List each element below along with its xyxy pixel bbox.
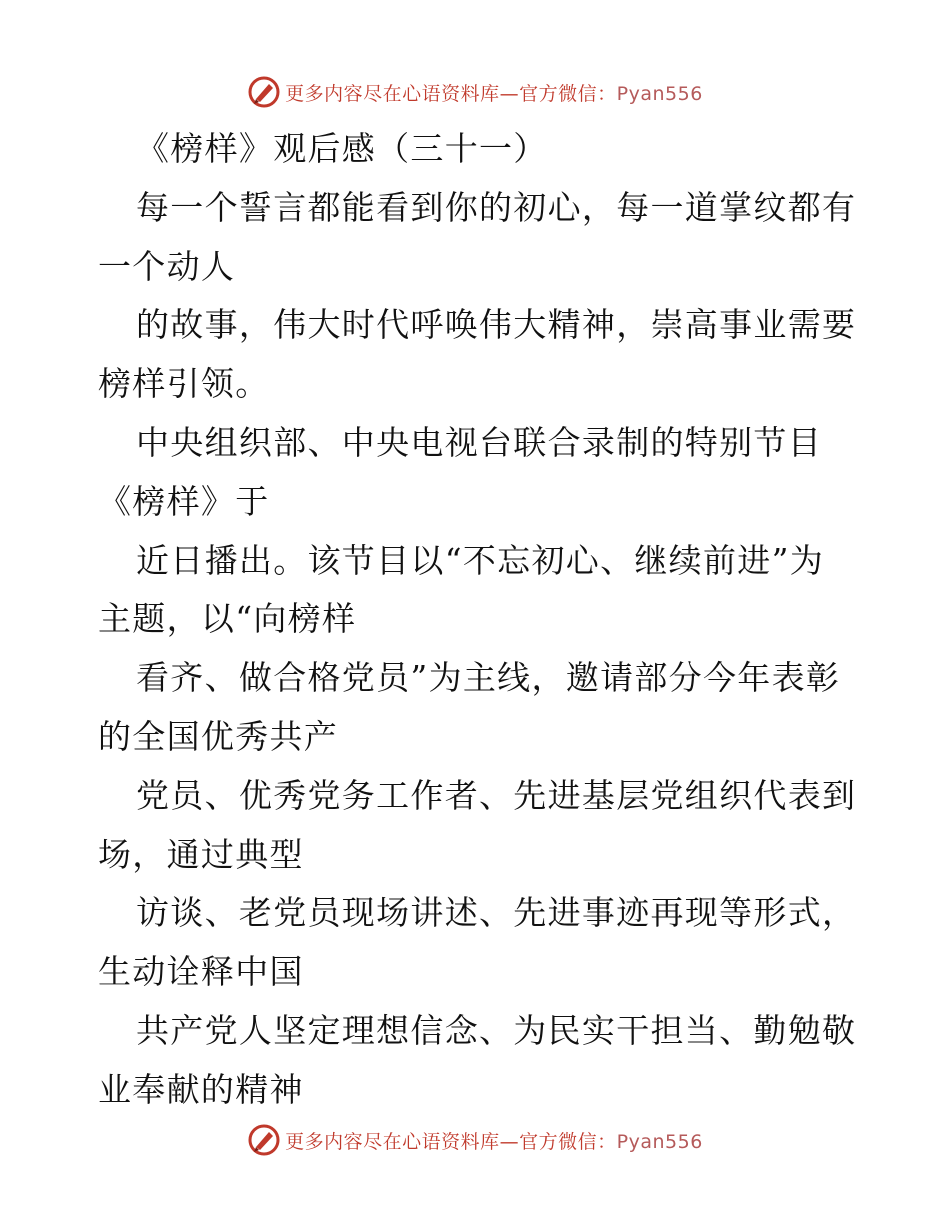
wechat-id: Pyan556 [616, 82, 703, 105]
pen-logo-icon [247, 1123, 281, 1157]
paragraph-line: 看齐、做合格党员”为主线，邀请部分今年表彰 [136, 658, 841, 698]
paragraph-line: 场，通过典型 [98, 834, 304, 874]
paragraph-line: 的故事，伟大时代呼唤伟大精神，崇高事业需要 [136, 305, 857, 345]
banner-text [285, 1127, 703, 1154]
paragraph-line: 近日播出。该节目以“不忘初心、继续前进”为 [136, 540, 825, 580]
paragraph-line: 的全国优秀共产 [98, 716, 339, 756]
paragraph-line: 共产党人坚定理想信念、为民实干担当、勤勉敬 [136, 1010, 857, 1050]
paragraph-line: 访谈、老党员现场讲述、先进事迹再现等形式， [136, 893, 857, 933]
paragraph-line: 业奉献的精神 [98, 1069, 304, 1109]
banner-text [285, 79, 703, 106]
footer-banner [0, 1120, 950, 1160]
banner-slogan: 更多内容尽在心语资料库—官方微信： [285, 82, 617, 105]
banner-slogan: 更多内容尽在心语资料库—官方微信： [285, 1130, 617, 1153]
paragraph-line: 主题，以“向榜样 [98, 599, 357, 639]
paragraph-line: 生动诠释中国 [98, 952, 304, 992]
document-body [98, 120, 857, 1120]
document-title: 《榜样》观后感（三十一） [136, 129, 548, 168]
paragraph-line: 中央组织部、中央电视台联合录制的特别节目 [136, 422, 822, 462]
paragraph-line: 《榜样》于 [98, 481, 270, 521]
pen-logo-icon [247, 75, 281, 109]
paragraph-line: 榜样引领。 [98, 364, 270, 404]
paragraph-line: 一个动人 [98, 246, 236, 286]
paragraph-line: 党员、优秀党务工作者、先进基层党组织代表到 [136, 775, 857, 815]
paragraph-line: 每一个誓言都能看到你的初心，每一道掌纹都有 [136, 187, 857, 227]
header-banner [0, 72, 950, 112]
wechat-id: Pyan556 [616, 1130, 703, 1153]
